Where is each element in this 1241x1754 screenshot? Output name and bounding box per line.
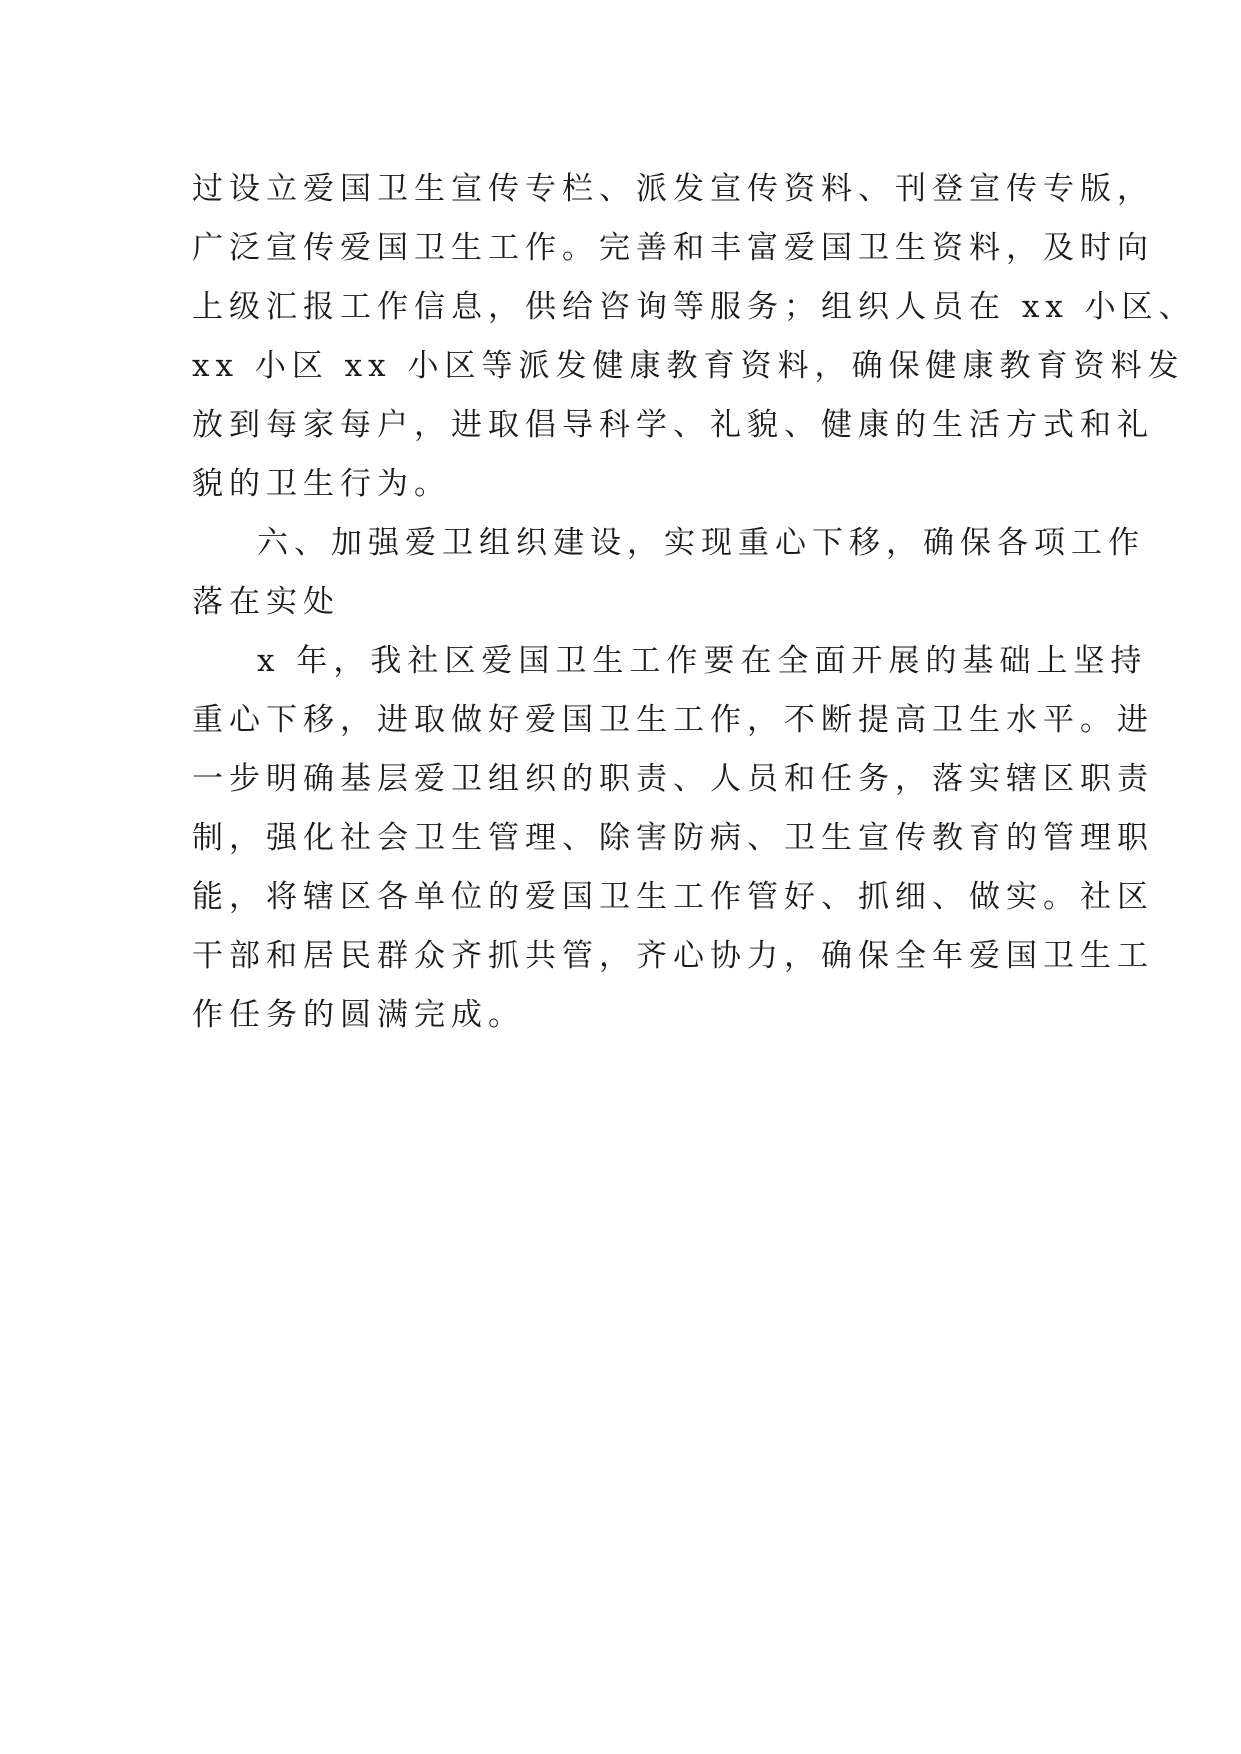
section-heading-line: 六、加强爱卫组织建设，实现重心下移，确保各项工作: [257, 525, 1145, 561]
section-heading-line: 落在实处: [192, 584, 340, 620]
text-line: 过设立爱国卫生宣传专栏、派发宣传资料、刊登宣传专版，: [192, 171, 1154, 207]
text-line: 上级汇报工作信息，供给咨询等服务；组织人员在 xx 小区、: [192, 289, 1196, 325]
body-text: [192, 160, 1196, 1045]
text-line: 干部和居民群众齐抓共管，齐心协力，确保全年爱国卫生工: [192, 938, 1154, 974]
text-line: 貌的卫生行为。: [192, 466, 451, 502]
text-line: 重心下移，进取做好爱国卫生工作，不断提高卫生水平。进: [192, 702, 1154, 738]
text-line: 制，强化社会卫生管理、除害防病、卫生宣传教育的管理职: [192, 820, 1154, 856]
text-line: 广泛宣传爱国卫生工作。完善和丰富爱国卫生资料，及时向: [192, 230, 1154, 266]
text-line: 作任务的圆满完成。: [192, 997, 525, 1033]
text-line: xx 小区 xx 小区等派发健康教育资料，确保健康教育资料发: [192, 348, 1185, 384]
text-line: 放到每家每户，进取倡导科学、礼貌、健康的生活方式和礼: [192, 407, 1154, 443]
text-line: 能，将辖区各单位的爱国卫生工作管好、抓细、做实。社区: [192, 879, 1154, 915]
text-line: x 年，我社区爱国卫生工作要在全面开展的基础上坚持: [257, 643, 1148, 679]
text-line: 一步明确基层爱卫组织的职责、人员和任务，落实辖区职责: [192, 761, 1154, 797]
